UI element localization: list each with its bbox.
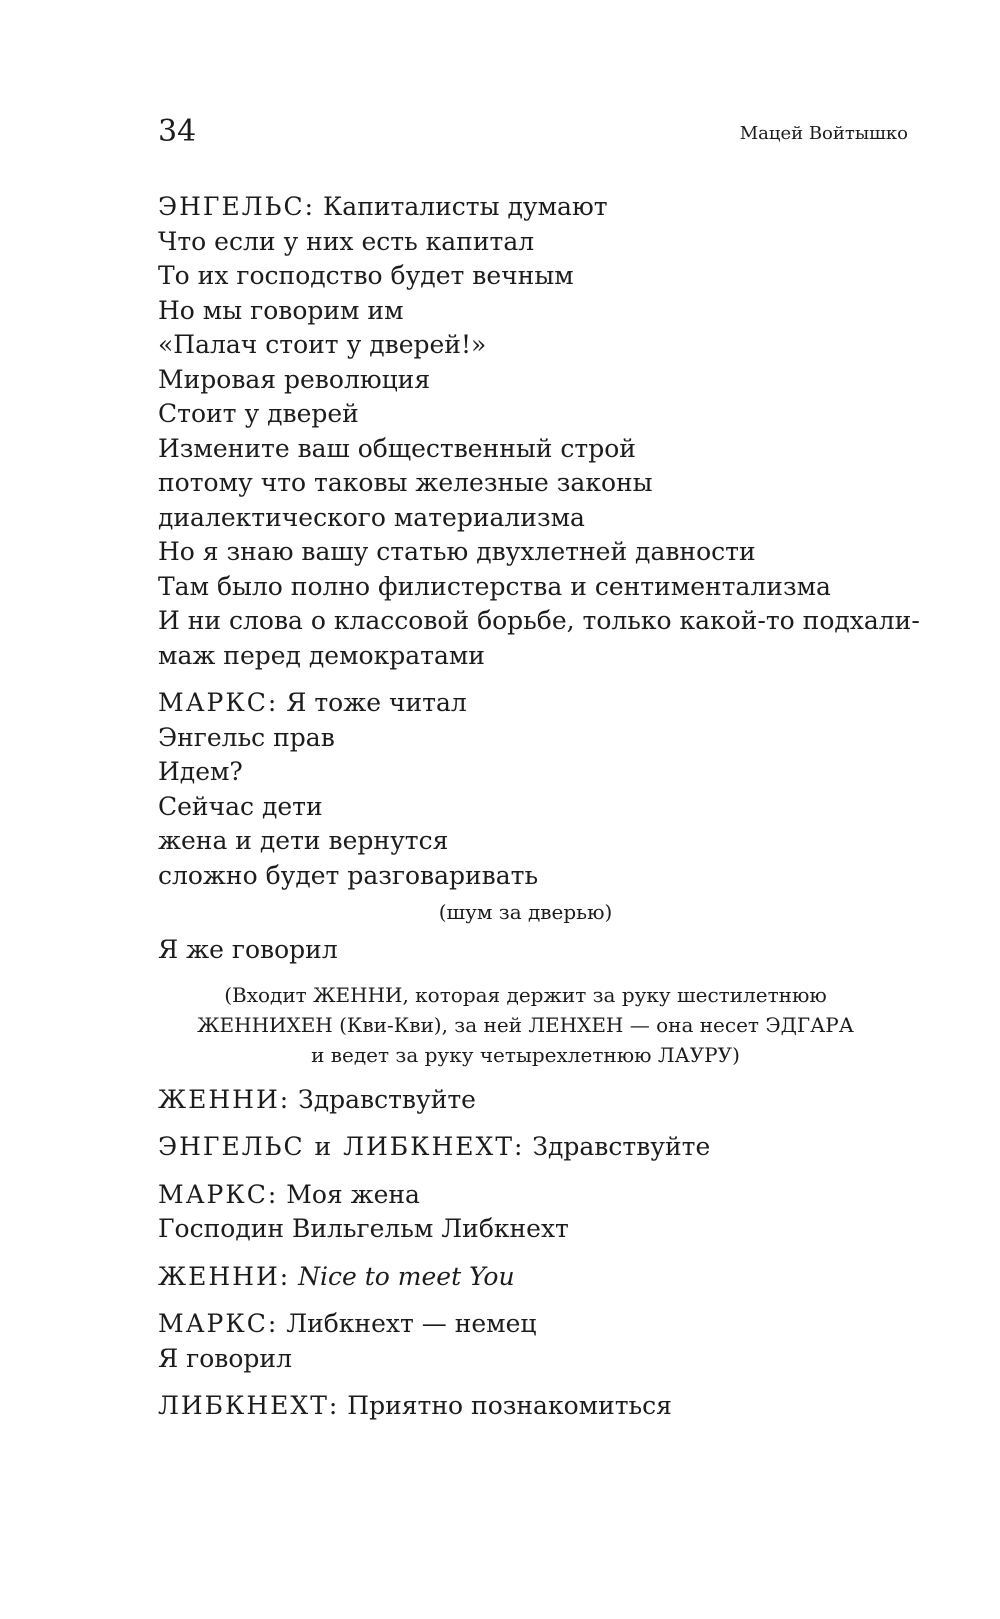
dialogue-line xyxy=(158,686,918,721)
dialogue-line: диалектического материализма xyxy=(158,502,585,532)
speaker-name: ЖЕННИ: xyxy=(158,1261,291,1291)
stage-direction-line: ЖЕННИХЕН (Кви-Кви), за ней ЛЕНХЕН — она несет ЭДГАРА xyxy=(197,1012,854,1037)
dialogue-text: Капиталисты думают xyxy=(322,192,608,221)
dialogue-line xyxy=(158,1178,918,1213)
dialogue-line: Я говорил xyxy=(158,1343,292,1373)
dialogue-text: Либкнехт — немец xyxy=(286,1309,537,1338)
dialogue-line: Я же говорил xyxy=(158,935,338,964)
dialogue-block-jenny-2 xyxy=(158,1260,918,1295)
dialogue-text: Здравствуйте xyxy=(298,1084,476,1114)
dialogue-line: жена и дети вернутся xyxy=(158,826,449,855)
dialogue-line: Что если у них есть капитал xyxy=(158,226,535,256)
speaker-name: МАРКС: xyxy=(158,1309,279,1338)
dialogue-line: Сейчас дети xyxy=(158,791,323,821)
dialogue-line: сложно будет разговаривать xyxy=(158,860,539,890)
dialogue-block-jenny xyxy=(158,1083,918,1118)
page-body xyxy=(158,190,918,1424)
running-header-author: Мацей Войтышко xyxy=(739,123,908,144)
stage-direction-line: и ведет за руку четырехлетнюю ЛАУРУ) xyxy=(311,1042,740,1067)
speaker-name: МАРКС: xyxy=(158,688,279,717)
dialogue-line xyxy=(158,1260,918,1295)
speaker-name: ЛИБКНЕХТ: xyxy=(158,1391,340,1420)
speaker-name: МАРКС: xyxy=(158,1179,279,1209)
dialogue-line: Энгельс прав xyxy=(158,722,335,752)
dialogue-line: «Палач стоит у дверей!» xyxy=(158,330,487,359)
dialogue-line: Измените ваш общественный строй xyxy=(158,433,636,463)
dialogue-line xyxy=(158,1389,918,1424)
stage-direction-entrance xyxy=(158,980,893,1070)
dialogue-text: Приятно познакомиться xyxy=(347,1391,672,1420)
dialogue-line: маж перед демократами xyxy=(158,640,485,670)
dialogue-line xyxy=(158,190,918,225)
dialogue-block-engels-liebknecht xyxy=(158,1130,918,1165)
dialogue-block-continuation xyxy=(158,933,918,968)
dialogue-text: Здравствуйте xyxy=(532,1132,711,1161)
dialogue-line: Идем? xyxy=(158,757,243,786)
page-number: 34 xyxy=(158,114,197,149)
dialogue-text-italic: Nice to meet You xyxy=(298,1261,515,1291)
dialogue-line: Стоит у дверей xyxy=(158,399,359,428)
speaker-name: ЭНГЕЛЬС и ЛИБКНЕХТ: xyxy=(158,1132,525,1161)
dialogue-line xyxy=(158,1083,918,1118)
dialogue-line: И ни слова о классовой борьбе, только какой-то подхали- xyxy=(158,606,920,635)
dialogue-line: Господин Вильгельм Либкнехт xyxy=(158,1214,569,1243)
speaker-name: ЖЕННИ: xyxy=(158,1084,291,1114)
dialogue-line: Мировая революция xyxy=(158,364,431,394)
dialogue-line xyxy=(158,1307,918,1342)
dialogue-block-liebknecht xyxy=(158,1389,918,1424)
dialogue-line xyxy=(158,1130,918,1165)
dialogue-text: Моя жена xyxy=(286,1179,420,1209)
dialogue-line: Но я знаю вашу статью двухлетней давности xyxy=(158,537,756,566)
dialogue-text: Я тоже читал xyxy=(286,688,467,717)
dialogue-block-marx-2 xyxy=(158,1178,918,1247)
dialogue-line: Там было полно филистерства и сентиментализма xyxy=(158,571,831,601)
dialogue-block-marx xyxy=(158,686,918,893)
stage-direction: (шум за дверью) xyxy=(438,900,613,924)
dialogue-line: То их господство будет вечным xyxy=(158,261,574,290)
stage-direction-line: (Входит ЖЕННИ, которая держит за руку шестилетнюю xyxy=(224,982,827,1007)
speaker-name: ЭНГЕЛЬС: xyxy=(158,192,315,221)
dialogue-block-engels xyxy=(158,190,918,673)
dialogue-line: Но мы говорим им xyxy=(158,295,404,325)
dialogue-line: потому что таковы железные законы xyxy=(158,468,653,497)
dialogue-block-marx-3 xyxy=(158,1307,918,1376)
